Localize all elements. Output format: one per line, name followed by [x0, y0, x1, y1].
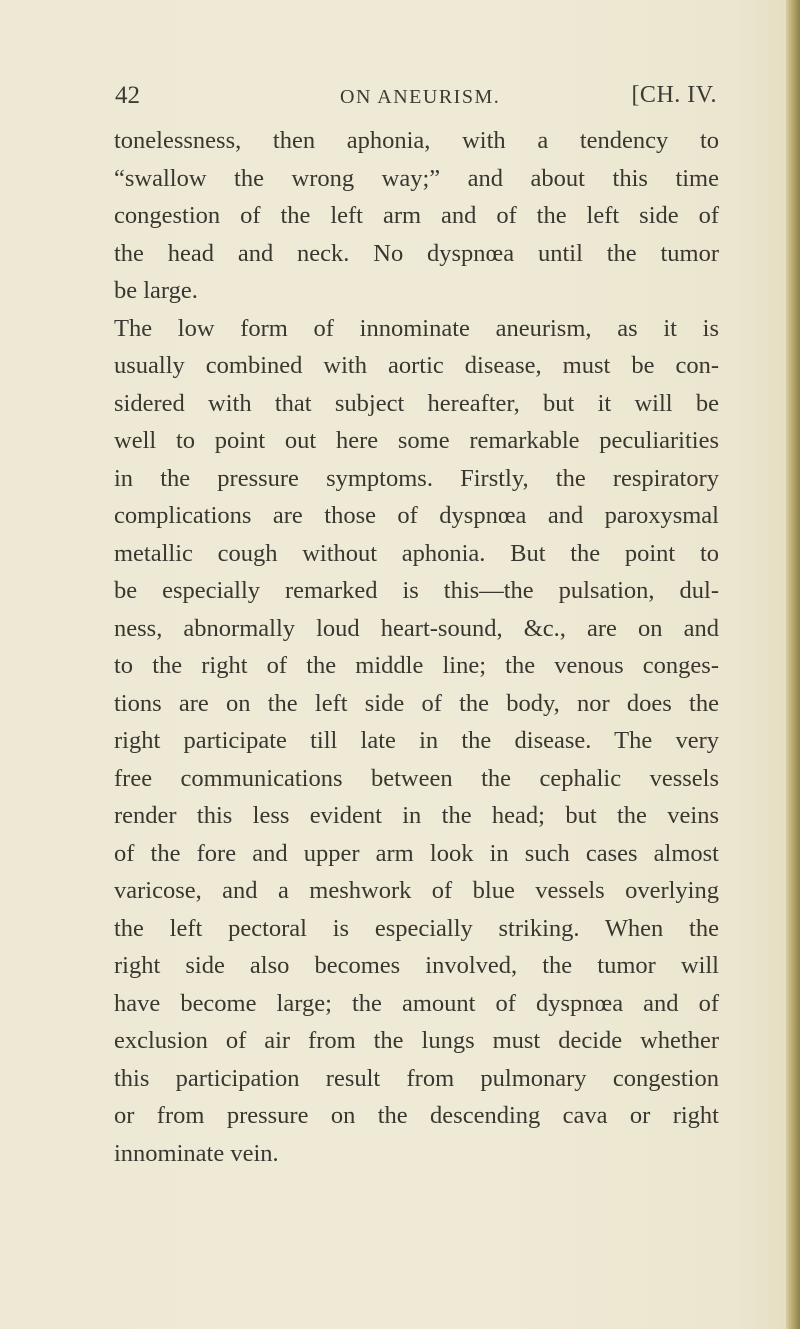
text-line: render this less evident in the head; but the veins	[114, 802, 719, 829]
running-head-chapter: [CH. IV.	[631, 82, 717, 108]
text-line: this participation result from pulmonary congestion	[114, 1064, 719, 1092]
text-line: have become large; the amount of dyspnœa and of	[114, 989, 719, 1017]
text-line: in the pressure symptoms. Firstly, the respiratory	[114, 464, 719, 492]
text-line: the left pectoral is especially striking. When the	[114, 914, 719, 942]
text-line: tonelessness, then aphonia, with a tendency to	[114, 127, 719, 154]
running-head	[115, 82, 717, 116]
text-line: metallic cough without aphonia. But the point to	[114, 539, 719, 567]
text-line: to the right of the middle line; the venous conges-	[114, 652, 719, 679]
text-line: “swallow the wrong way;” and about this time	[114, 164, 719, 192]
text-line: The low form of innominate aneurism, as it is	[114, 314, 719, 342]
text-line: right side also becomes involved, the tumor will	[114, 952, 719, 979]
text-line: complications are those of dyspnœa and paroxysmal	[114, 502, 719, 529]
text-line: be especially remarked is this—the pulsation, dul-	[114, 577, 719, 604]
text-line: ness, abnormally loud heart-sound, &c., are on and	[114, 614, 719, 642]
text-line: tions are on the left side of the body, nor does the	[114, 689, 719, 717]
text-line: innominate vein.	[114, 1139, 279, 1167]
body-text	[114, 122, 719, 1172]
text-line: sidered with that subject hereafter, but it will be	[114, 389, 719, 417]
text-line: right participate till late in the disease. The very	[114, 727, 719, 754]
text-line: congestion of the left arm and of the left side of	[114, 202, 719, 229]
text-line: be large.	[114, 277, 198, 304]
page-binding-edge	[786, 0, 800, 1329]
text-line: of the fore and upper arm look in such cases almost	[114, 839, 719, 867]
page-number: 42	[115, 82, 140, 109]
text-line: the head and neck. No dyspnœa until the tumor	[114, 239, 719, 267]
text-line: or from pressure on the descending cava or right	[114, 1102, 719, 1129]
running-head-title: ON ANEURISM.	[340, 86, 501, 108]
text-line: exclusion of air from the lungs must decide whether	[114, 1027, 719, 1054]
text-line: well to point out here some remarkable peculiarities	[114, 427, 719, 454]
text-line: varicose, and a meshwork of blue vessels overlying	[114, 877, 719, 904]
text-line: usually combined with aortic disease, must be con-	[114, 352, 719, 379]
text-line: free communications between the cephalic vessels	[114, 764, 719, 792]
